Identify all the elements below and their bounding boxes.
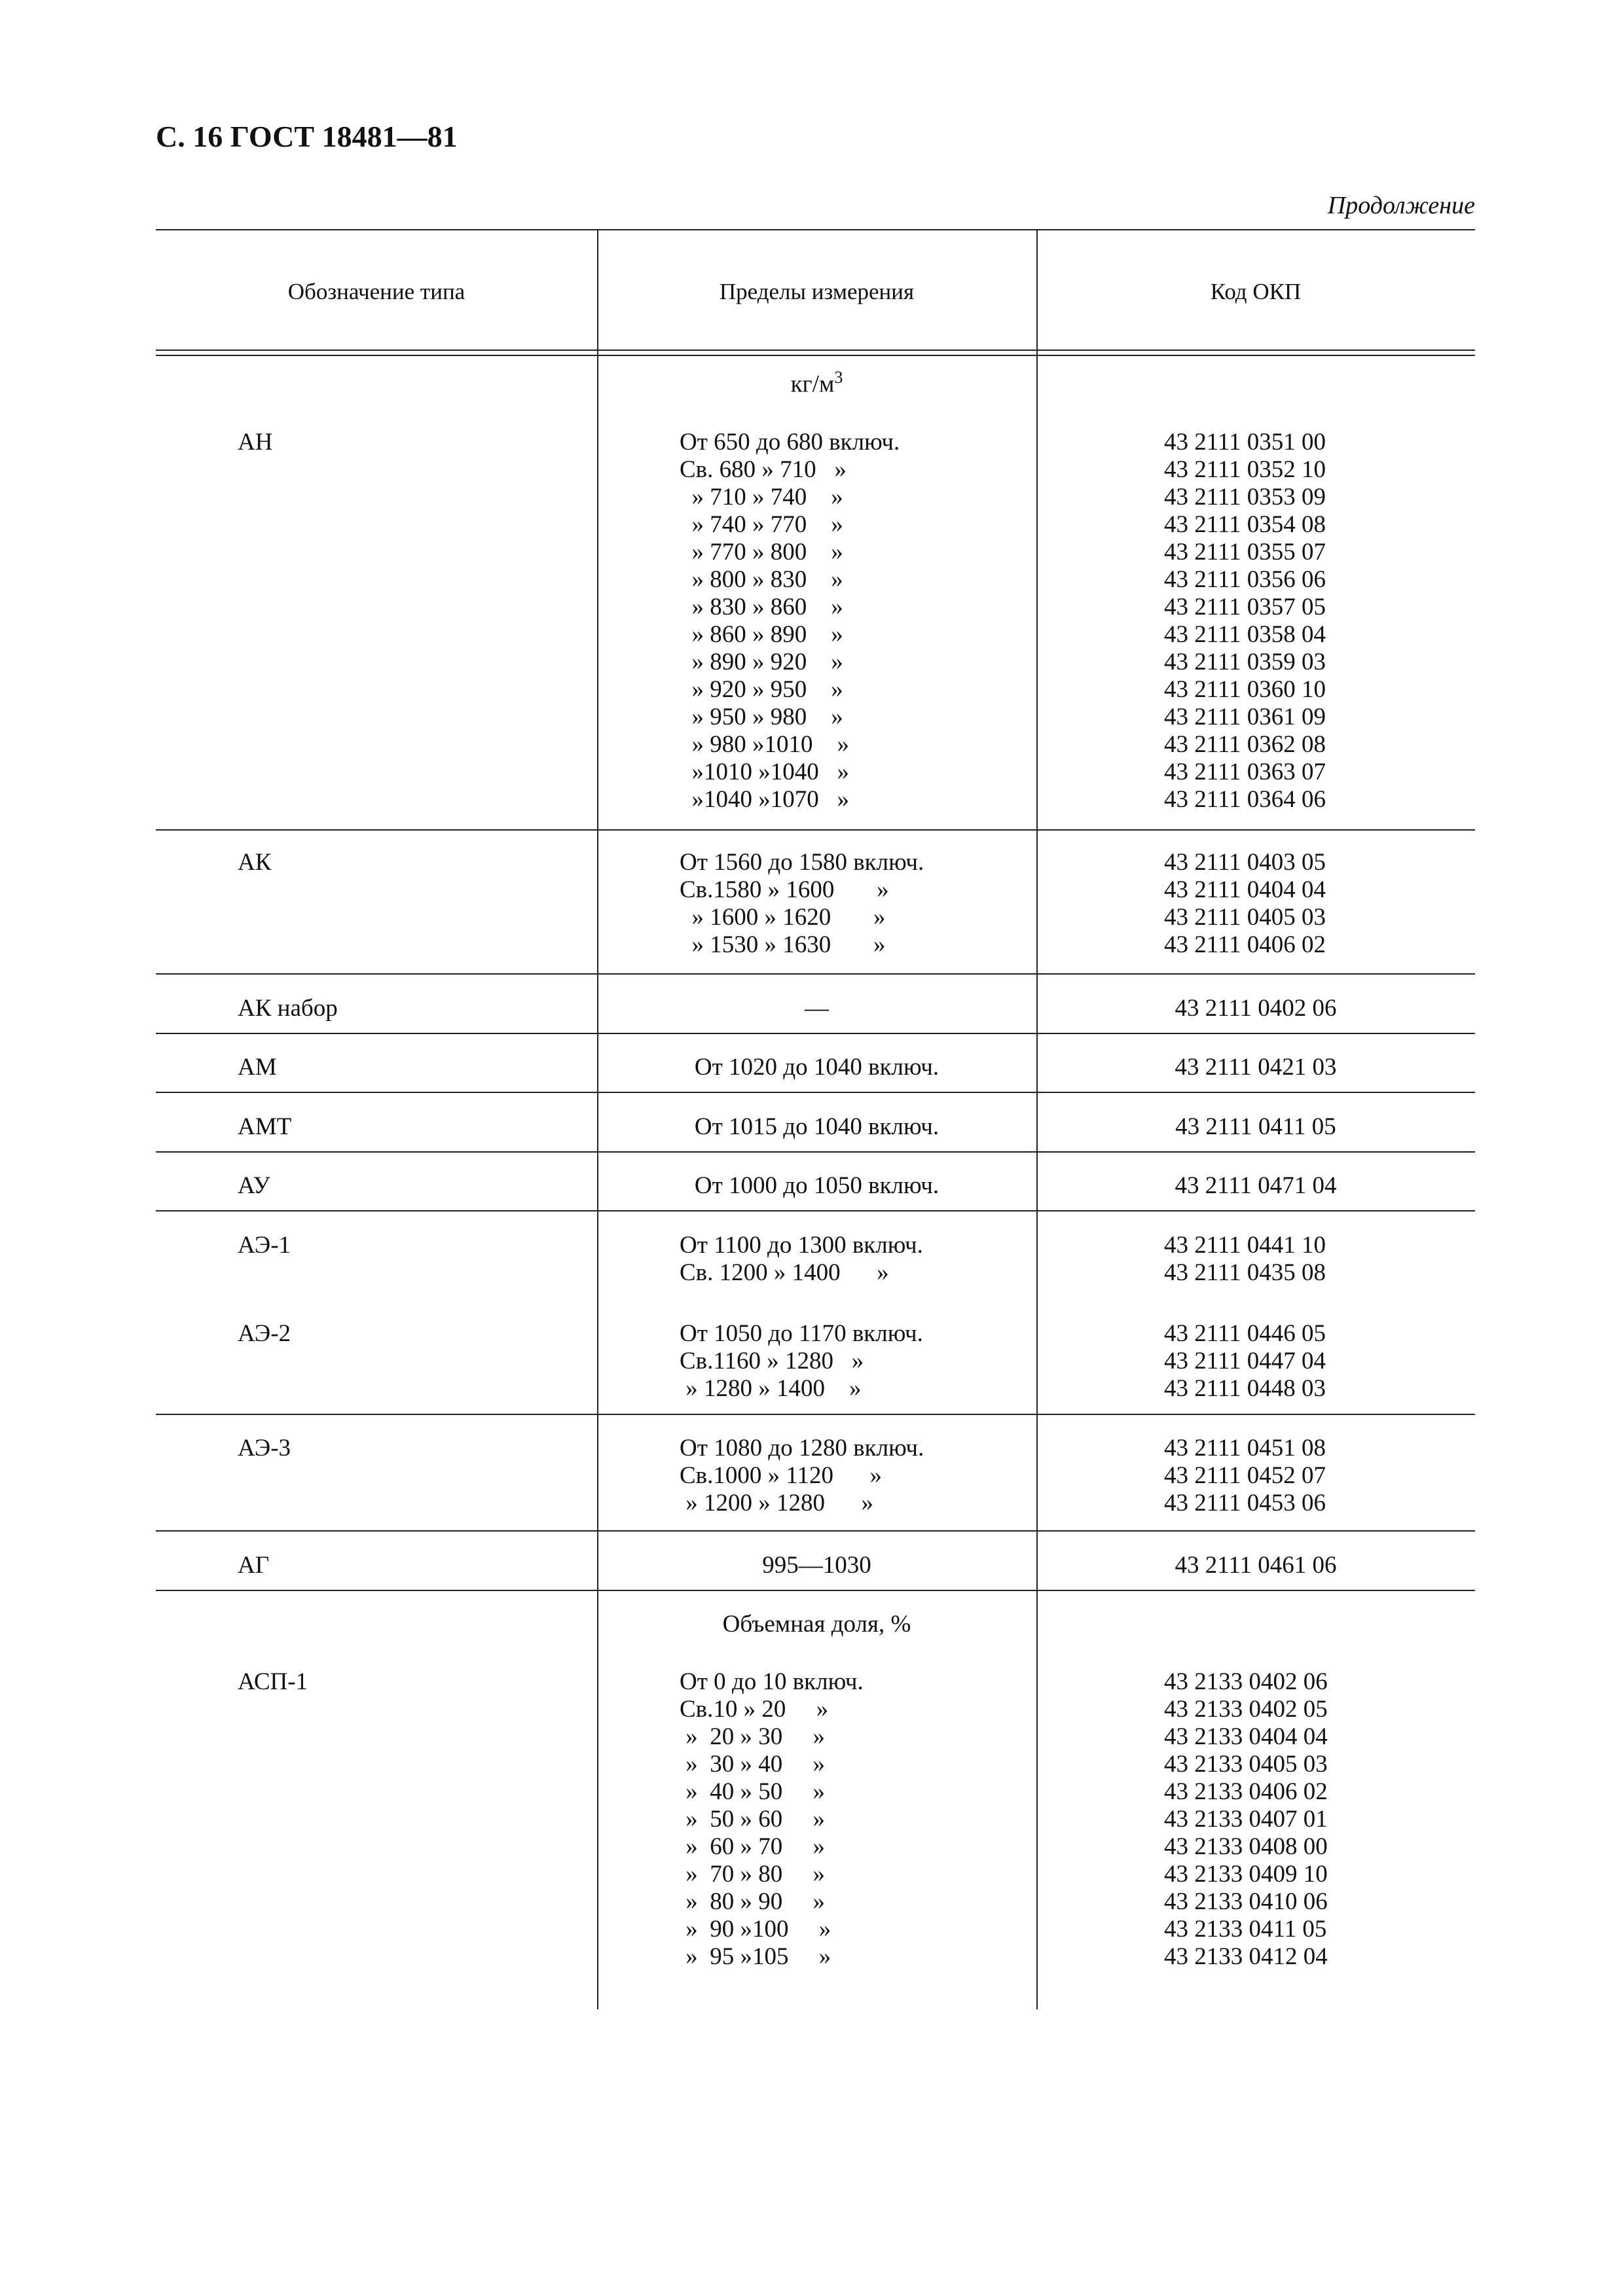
range-ak-set: —	[805, 995, 829, 1022]
range-line: Св. 680 » 710 »	[680, 456, 847, 483]
code-line: 43 2111 0363 07	[1164, 759, 1326, 785]
column-header-type: Обозначение типа	[287, 279, 465, 304]
type-an: АН	[238, 429, 273, 456]
code-line: 43 2111 0452 07	[1164, 1462, 1326, 1489]
code-list-asp1	[1164, 1668, 1328, 1971]
range-line: » 50 » 60 »	[680, 1806, 825, 1833]
range-line: » 800 » 830 »	[680, 566, 843, 593]
code-line: 43 2133 0405 03	[1164, 1751, 1328, 1778]
code-line: 43 2133 0404 04	[1164, 1723, 1328, 1750]
range-list-ae2	[680, 1320, 923, 1403]
header-double-rule-1	[156, 350, 1475, 351]
row-divider	[156, 1033, 1475, 1034]
range-line: » 980 »1010 »	[680, 731, 849, 758]
range-amt: От 1015 до 1040 включ.	[694, 1113, 939, 1140]
range-line: » 710 » 740 »	[680, 484, 843, 511]
type-asp1: АСП-1	[238, 1668, 308, 1695]
type-ae1: АЭ-1	[238, 1232, 291, 1259]
type-ak: АК	[238, 849, 272, 876]
range-line: »1040 »1070 »	[680, 786, 849, 813]
code-au: 43 2111 0471 04	[1175, 1172, 1337, 1199]
code-line: 43 2133 0402 05	[1164, 1696, 1328, 1723]
row-divider	[156, 1092, 1475, 1093]
code-line: 43 2133 0402 06	[1164, 1668, 1328, 1695]
code-line: 43 2133 0407 01	[1164, 1806, 1328, 1833]
code-line: 43 2111 0364 06	[1164, 786, 1326, 813]
code-line: 43 2111 0353 09	[1164, 484, 1326, 511]
code-list-ae3	[1164, 1435, 1326, 1517]
range-line: Св.10 » 20 »	[680, 1696, 829, 1723]
code-line: 43 2111 0405 03	[1164, 904, 1326, 931]
range-line: » 950 » 980 »	[680, 704, 843, 730]
unit-density-superscript: 3	[834, 368, 843, 387]
range-line: Св. 1200 » 1400 »	[680, 1259, 889, 1286]
code-line: 43 2111 0355 07	[1164, 539, 1326, 565]
type-au: АУ	[238, 1172, 270, 1199]
type-ag: АГ	[238, 1552, 270, 1579]
code-list-ak	[1164, 849, 1326, 959]
range-line: » 60 » 70 »	[680, 1833, 825, 1860]
range-line: » 740 » 770 »	[680, 511, 843, 538]
range-line: От 0 до 10 включ.	[680, 1668, 864, 1695]
code-line: 43 2111 0362 08	[1164, 731, 1326, 758]
row-divider	[156, 973, 1475, 975]
code-line: 43 2111 0352 10	[1164, 456, 1326, 483]
code-list-ae2	[1164, 1320, 1326, 1403]
code-line: 43 2133 0409 10	[1164, 1861, 1328, 1888]
code-am: 43 2111 0421 03	[1175, 1054, 1337, 1081]
range-line: От 1100 до 1300 включ.	[680, 1232, 923, 1259]
range-line: » 95 »105 »	[680, 1943, 831, 1970]
range-line: »1010 »1040 »	[680, 759, 849, 785]
header-double-rule-2	[156, 355, 1475, 356]
code-line: 43 2111 0361 09	[1164, 704, 1326, 730]
range-line: » 80 » 90 »	[680, 1888, 825, 1915]
range-line: Св.1580 » 1600 »	[680, 876, 889, 903]
range-list-ak	[680, 849, 924, 959]
range-line: » 40 » 50 »	[680, 1778, 825, 1805]
code-list-an	[1164, 429, 1326, 814]
okp-code-table	[156, 229, 1475, 2009]
code-line: 43 2133 0412 04	[1164, 1943, 1328, 1970]
code-line: 43 2133 0406 02	[1164, 1778, 1328, 1805]
code-line: 43 2111 0453 06	[1164, 1490, 1326, 1516]
range-line: От 1050 до 1170 включ.	[680, 1320, 923, 1347]
code-line: 43 2111 0358 04	[1164, 621, 1326, 648]
code-line: 43 2111 0435 08	[1164, 1259, 1326, 1286]
code-line: 43 2133 0411 05	[1164, 1916, 1327, 1943]
range-line: » 90 »100 »	[680, 1916, 831, 1943]
range-line: » 1280 » 1400 »	[680, 1375, 862, 1402]
code-line: 43 2111 0359 03	[1164, 649, 1326, 675]
code-line: 43 2111 0404 04	[1164, 876, 1326, 903]
type-ae3: АЭ-3	[238, 1435, 291, 1462]
table-top-rule	[156, 229, 1475, 230]
row-divider	[156, 1151, 1475, 1153]
unit-density	[597, 368, 1036, 398]
range-line: » 30 » 40 »	[680, 1751, 825, 1778]
range-line: » 1200 » 1280 »	[680, 1490, 873, 1516]
range-line: » 1600 » 1620 »	[680, 904, 886, 931]
code-line: 43 2111 0441 10	[1164, 1232, 1326, 1259]
code-line: 43 2111 0447 04	[1164, 1348, 1326, 1374]
code-line: 43 2111 0354 08	[1164, 511, 1326, 538]
range-line: Св.1160 » 1280 »	[680, 1348, 864, 1374]
range-au: От 1000 до 1050 включ.	[694, 1172, 939, 1199]
range-line: » 770 » 800 »	[680, 539, 843, 565]
code-line: 43 2111 0403 05	[1164, 849, 1326, 876]
unit-density-text: кг/м	[790, 370, 835, 398]
code-ak-set: 43 2111 0402 06	[1175, 995, 1337, 1022]
unit-volume-fraction: Объемная доля, %	[722, 1611, 911, 1638]
range-line: Св.1000 » 1120 »	[680, 1462, 883, 1489]
column-header-range: Пределы измерения	[719, 279, 915, 304]
type-ak-set: АК набор	[238, 995, 338, 1022]
code-line: 43 2133 0410 06	[1164, 1888, 1328, 1915]
range-list-ae1	[680, 1232, 923, 1287]
range-ag: 995—1030	[762, 1552, 871, 1579]
range-line: » 890 » 920 »	[680, 649, 843, 675]
range-line: » 70 » 80 »	[680, 1861, 825, 1888]
range-am: От 1020 до 1040 включ.	[694, 1054, 939, 1081]
row-divider	[156, 1210, 1475, 1211]
page-header: С. 16 ГОСТ 18481—81	[156, 120, 458, 153]
range-line: » 830 » 860 »	[680, 594, 843, 620]
row-divider	[156, 1590, 1475, 1591]
range-line: От 1560 до 1580 включ.	[680, 849, 924, 876]
range-line: » 1530 » 1630 »	[680, 931, 886, 958]
code-line: 43 2111 0356 06	[1164, 566, 1326, 593]
code-line: 43 2111 0360 10	[1164, 676, 1326, 703]
code-line: 43 2111 0406 02	[1164, 931, 1326, 958]
code-line: 43 2111 0357 05	[1164, 594, 1326, 620]
range-list-asp1	[680, 1668, 864, 1971]
column-header-code: Код ОКП	[1210, 279, 1302, 304]
range-line: » 20 » 30 »	[680, 1723, 825, 1750]
code-ag: 43 2111 0461 06	[1175, 1552, 1337, 1579]
type-amt: АМТ	[238, 1113, 292, 1140]
row-divider	[156, 1530, 1475, 1532]
range-line: » 860 » 890 »	[680, 621, 843, 648]
range-line: » 920 » 950 »	[680, 676, 843, 703]
code-line: 43 2111 0446 05	[1164, 1320, 1326, 1347]
range-list-an	[680, 429, 900, 814]
continuation-label: Продолжение	[1327, 192, 1475, 219]
code-line: 43 2111 0451 08	[1164, 1435, 1326, 1462]
range-line: От 1080 до 1280 включ.	[680, 1435, 924, 1462]
code-line: 43 2133 0408 00	[1164, 1833, 1328, 1860]
range-line: От 650 до 680 включ.	[680, 429, 900, 456]
code-line: 43 2111 0448 03	[1164, 1375, 1326, 1402]
code-line: 43 2111 0351 00	[1164, 429, 1326, 456]
code-list-ae1	[1164, 1232, 1326, 1287]
type-am: АМ	[238, 1054, 277, 1081]
range-list-ae3	[680, 1435, 924, 1517]
row-divider	[156, 1414, 1475, 1415]
code-amt: 43 2111 0411 05	[1175, 1113, 1336, 1140]
row-divider	[156, 829, 1475, 831]
type-ae2: АЭ-2	[238, 1320, 291, 1347]
